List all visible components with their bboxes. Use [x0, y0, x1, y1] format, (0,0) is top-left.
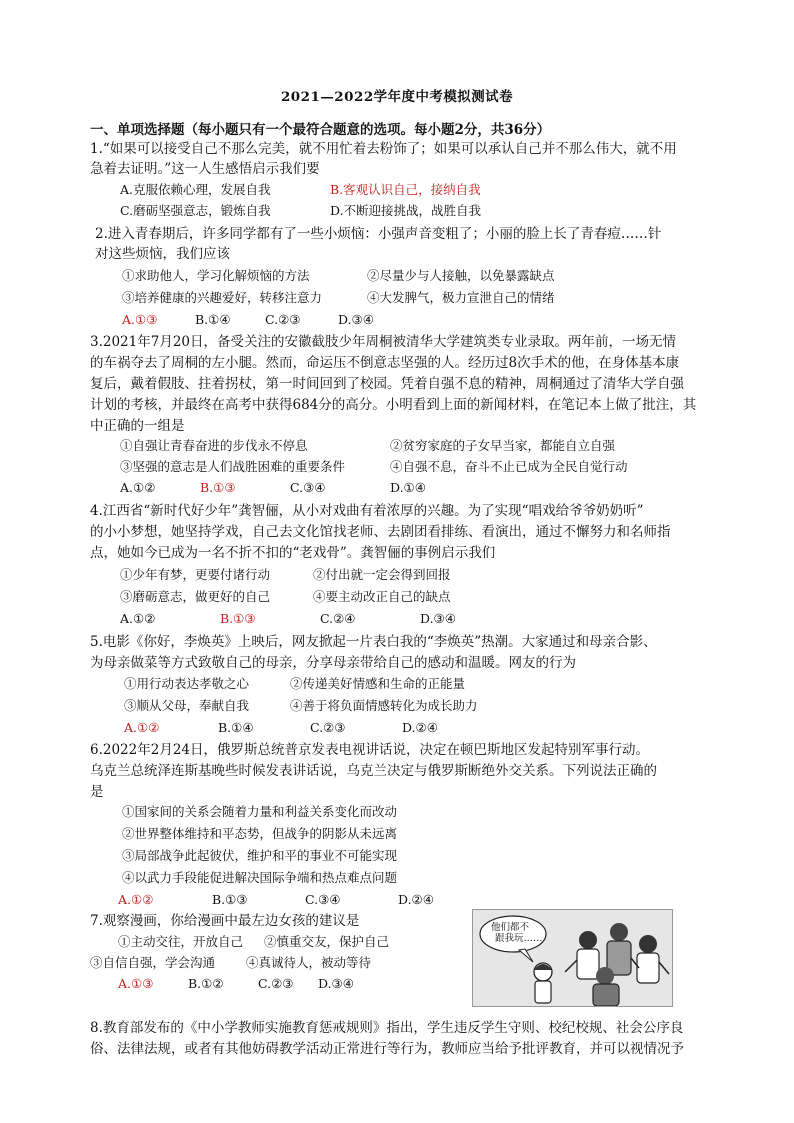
q7-statement-4: ④真诚待人，被动等待 [246, 955, 372, 970]
q7-statement-3: ③自信自强，学会沟通 [90, 955, 216, 970]
q1-option-c: C.磨砺坚强意志，锻炼自我 [120, 203, 271, 218]
q5-statement-4: ④善于将负面情感转化为成长助力 [290, 698, 478, 713]
q3-option-d: D.①④ [390, 480, 426, 495]
q8-stem-line: 俗、法律法规，或者有其他妨碍教学活动正常进行等行为，教师应当给予批评教育，并可以视情况予 [90, 1041, 684, 1057]
q3-statement-3: ③坚强的意志是人们战胜困难的重要条件 [120, 459, 346, 474]
q4-option-a: A.①② [120, 611, 156, 626]
q4-statement-4: ④要主动改正自己的缺点 [313, 589, 451, 604]
q2-option-d: D.③④ [338, 312, 374, 327]
q1-stem-line: 1.“如果可以接受自己不那么完美，就不用忙着去粉饰了；如果可以承认自己并不那么伟大，就不用 [90, 141, 677, 157]
q7-statement-2: ②慎重交友，保护自己 [264, 934, 390, 949]
q2-statement-4: ④大发脾气，极力宣泄自己的情绪 [367, 290, 555, 305]
q6-stem-line: 是 [90, 784, 104, 800]
q7-option-c: C.②③ [258, 976, 294, 991]
q3-option-a: A.①② [120, 480, 156, 495]
q4-option-d: D.③④ [420, 611, 456, 626]
comic-bubble-line-1: 他们都不 [491, 922, 530, 933]
q3-stem-line: 计划的考核，并最终在高考中获得684分的高分。小明看到上面的新闻材料，在笔记本上做了批注，其 [90, 397, 697, 413]
section-heading: 一、单项选择题（每小题只有一个最符合题意的选项。每小题2分，共36分） [90, 122, 551, 138]
q5-option-c: C.②③ [310, 720, 346, 735]
q7-statement-1: ①主动交往，开放自己 [118, 934, 244, 949]
q4-statement-2: ②付出就一定会得到回报 [313, 567, 451, 582]
q5-statement-1: ①用行动表达孝敬之心 [124, 676, 250, 691]
q3-statement-1: ①自强让青春奋进的步伐永不停息 [120, 438, 308, 453]
q6-option-c: C.③④ [305, 892, 341, 907]
q3-stem-line: 中正确的一组是 [90, 418, 185, 434]
q4-stem-line: 4.江西省“新时代好少年”龚智俪，从小对戏曲有着浓厚的兴趣。为了实现“唱戏给爷爷奶奶听” [90, 503, 644, 519]
q6-stem-line: 6.2022年2月24日，俄罗斯总统普京发表电视讲话说，决定在顿巴斯地区发起特别军事行动。 [90, 742, 650, 758]
q3-statement-2: ②贫穷家庭的子女早当家，都能自立自强 [390, 438, 616, 453]
q2-statement-1: ①求助他人，学习化解烦恼的方法 [122, 268, 310, 283]
q1-option-d: D.不断迎接挑战，战胜自我 [330, 203, 482, 218]
q6-option-b: B.①③ [212, 892, 248, 907]
q2-stem-line: 对这些烦恼，我们应该 [95, 246, 230, 262]
comic-illustration [472, 909, 673, 1007]
q6-statement-4: ④以武力手段能促进解决国际争端和热点难点问题 [122, 870, 398, 885]
q4-statement-3: ③磨砺意志，做更好的自己 [120, 589, 271, 604]
q7-option-b: B.①② [188, 976, 224, 991]
q2-stem-line: 2.进入青春期后，许多同学都有了一些小烦恼：小强声音变粗了；小丽的脸上长了青春痘……针 [95, 226, 662, 242]
q2-statement-3: ③培养健康的兴趣爱好，转移注意力 [122, 290, 323, 305]
q3-statement-4: ④自强不息，奋斗不止已成为全民自觉行动 [390, 459, 628, 474]
q2-option-a-answer: A.①③ [122, 312, 158, 327]
q3-option-c: C.③④ [290, 480, 326, 495]
q6-stem-line: 乌克兰总统泽连斯基晚些时候发表讲话说，乌克兰决定与俄罗斯断绝外交关系。下列说法正确的 [90, 763, 657, 779]
q5-option-a-answer: A.①② [124, 720, 160, 735]
q1-stem-line: 急着去证明。”这一人生感悟启示我们要 [90, 161, 320, 177]
q4-statement-1: ①少年有梦，更要付诸行动 [120, 567, 271, 582]
q2-option-b: B.①④ [195, 312, 231, 327]
q4-option-b-answer: B.①③ [220, 611, 256, 626]
q4-option-c: C.②④ [320, 611, 356, 626]
q6-option-a-answer: A.①② [118, 892, 154, 907]
comic-bubble-text [491, 922, 543, 944]
q1-option-a: A.克服依赖心理，发展自我 [120, 182, 271, 197]
q4-stem-line: 的小小梦想，她坚持学戏，自己去文化馆找老师、去剧团看排练、看演出，通过不懈努力和名师指 [90, 524, 671, 540]
exam-title: 2021—2022学年度中考模拟测试卷 [280, 89, 514, 105]
q5-statement-2: ②传递美好情感和生命的正能量 [290, 676, 466, 691]
q5-stem-line: 为母亲做菜等方式致敬自己的母亲，分享母亲带给自己的感动和温暖。网友的行为 [90, 655, 576, 671]
comic-bubble-line-2: 跟我玩…… [495, 933, 543, 944]
q2-option-c: C.②③ [265, 312, 301, 327]
q3-stem-line: 复后，戴着假肢、拄着拐杖，第一时间回到了校园。凭着自强不息的精神，周桐通过了清华大学自强 [90, 376, 684, 392]
q2-statement-2: ②尽量少与人接触，以免暴露缺点 [367, 268, 555, 283]
q7-option-a-answer: A.①③ [118, 976, 154, 991]
q3-stem-line: 3.2021年7月20日，备受关注的安徽截肢少年周桐被清华大学建筑类专业录取。两年前，一场无情 [90, 334, 677, 350]
q8-stem-line: 8.教育部发布的《中小学教师实施教育惩戒规则》指出，学生违反学生守则、校纪校规、社会公序良 [90, 1020, 684, 1036]
q5-stem-line: 5.电影《你好，李焕英》上映后，网友掀起一片表白我的“李焕英”热潮。大家通过和母亲合影、 [90, 634, 657, 650]
q5-statement-3: ③顺从父母，奉献自我 [124, 698, 250, 713]
q6-statement-2: ②世界整体维持和平态势，但战争的阴影从未远离 [122, 826, 398, 841]
q3-stem-line: 的车祸夺去了周桐的左小腿。然而，命运压不倒意志坚强的人。经历过8次手术的他，在身体基本康 [90, 355, 680, 371]
q6-option-d: D.②④ [398, 892, 434, 907]
q6-statement-1: ①国家间的关系会随着力量和利益关系变化而改动 [122, 804, 398, 819]
q7-stem-line: 7.观察漫画，你给漫画中最左边女孩的建议是 [90, 913, 360, 929]
q1-option-b-answer: B.客观认识自己，接纳自我 [330, 182, 481, 197]
q6-statement-3: ③局部战争此起彼伏，维护和平的事业不可能实现 [122, 848, 398, 863]
q5-option-d: D.②④ [402, 720, 438, 735]
q3-option-b-answer: B.①③ [200, 480, 236, 495]
q7-option-d: D.③④ [318, 976, 354, 991]
q4-stem-line: 点，她如今已成为一名不折不扣的“老戏骨”。龚智俪的事例启示我们 [90, 545, 496, 561]
q5-option-b: B.①④ [218, 720, 254, 735]
